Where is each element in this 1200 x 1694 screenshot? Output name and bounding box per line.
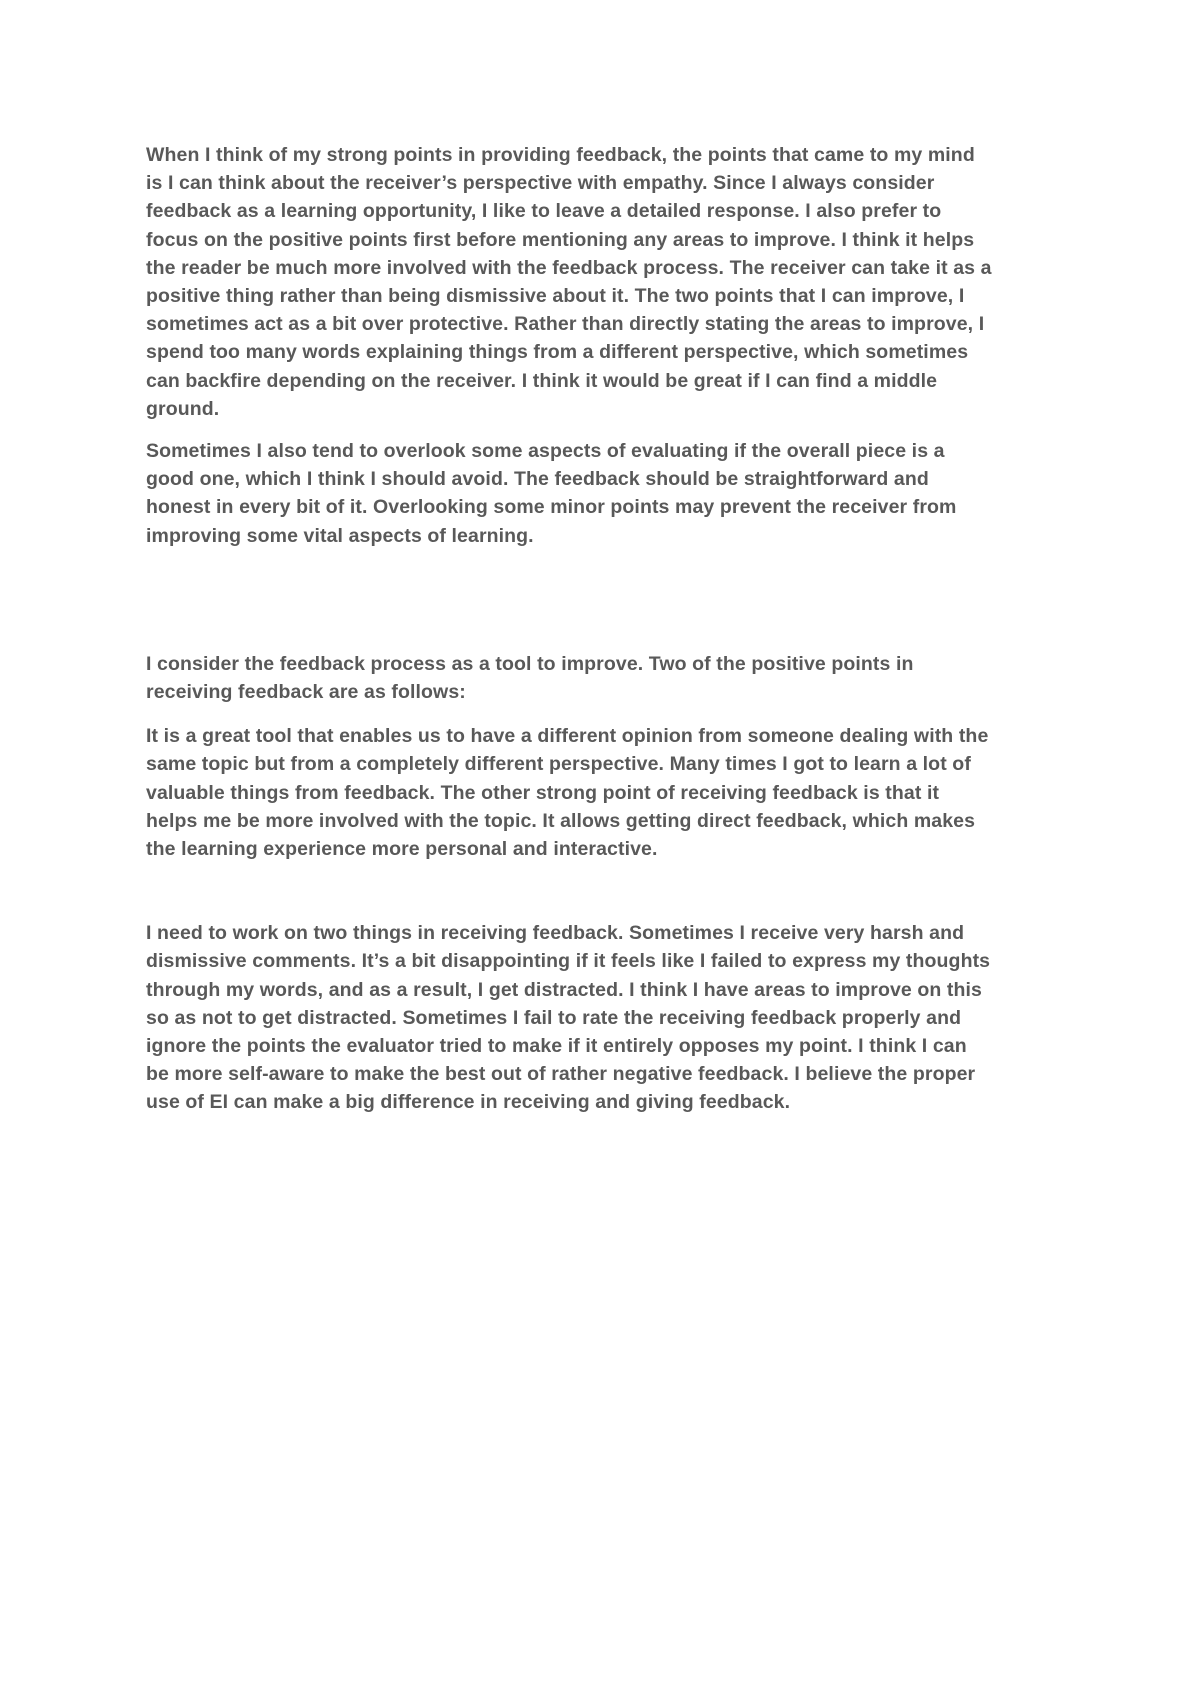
paragraph-receiving-feedback-intro: I consider the feedback process as a tool to improve. Two of the positive points in receiving feedback are as follows: bbox=[146, 652, 914, 704]
paragraph-overlooking-aspects: Sometimes I also tend to overlook some aspects of evaluating if the overall piece is a good one, which I think I should avoid. The feedback should be straightforward and honest in every bit of it. Overlooking some minor points may prevent the receiver from improving some vital aspects of learning. bbox=[146, 440, 957, 547]
paragraph-giving-feedback-strengths: When I think of my strong points in providing feedback, the points that came to my mind is I can think about the receiver’s perspective with empathy. Since I always consider feedback as a learning opportunity, I like to leave a detailed response. I also prefer to focus on the positive points first before mentioning any areas to improve. I think it helps the reader be much more involved with the feedback process. The receiver can take it as a positive thing rather than being dismissive about it. The two points that I can improve, I sometimes act as a bit over protective. Rather than directly stating the areas to improve, I spend too many words explaining things from a different perspective, which sometimes can backfire depending on the receiver. I think it would be great if I can find a middle ground. bbox=[146, 144, 992, 420]
paragraph-receiving-feedback-positives: It is a great tool that enables us to have a different opinion from someone dealing with the same topic but from a completely different perspective. Many times I got to learn a lot of valuable things from feedback. The other strong point of receiving feedback is that it helps me be more involved with the topic. It allows getting direct feedback, which makes the learning experience more personal and interactive. bbox=[146, 725, 989, 861]
paragraph-receiving-feedback-improvements: I need to work on two things in receiving feedback. Sometimes I receive very harsh and dismissive comments. It’s a bit disappointing if it feels like I failed to express my thoughts through my words, and as a result, I get distracted. I think I have areas to improve on this so as not to get distracted. Sometimes I fail to rate the receiving feedback properly and ignore the points the evaluator tried to make if it entirely opposes my point. I think I can be more self-aware to make the best out of rather negative feedback. I believe the proper use of EI can make a big difference in receiving and giving feedback. bbox=[146, 922, 991, 1114]
document-body bbox=[146, 141, 1071, 1117]
